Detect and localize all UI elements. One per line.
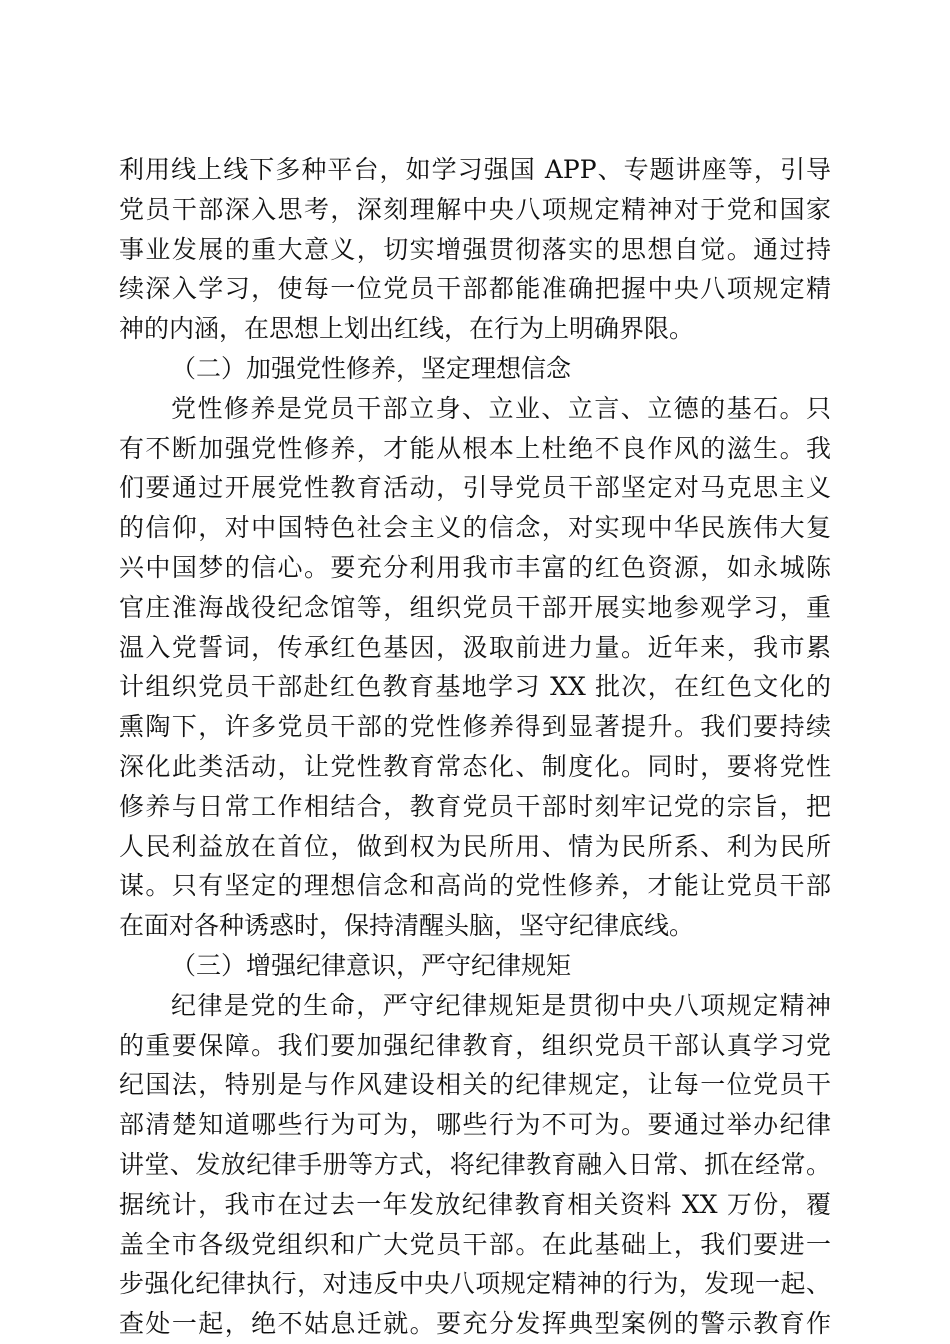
paragraph-line: 利用线上线下多种平台，如学习强国 APP、专题讲座等，引导 bbox=[119, 155, 831, 184]
paragraph-line: 盖全市各级党组织和广大党员干部。在此基础上，我们要进一 bbox=[119, 1229, 831, 1259]
paragraph-line: 步强化纪律执行，对违反中央八项规定精神的行为，发现一起、 bbox=[119, 1269, 831, 1299]
paragraph-line: 的重要保障。我们要加强纪律教育，组织党员干部认真学习党 bbox=[119, 1030, 831, 1060]
section-heading-2: （二）加强党性修养，坚定理想信念 bbox=[171, 353, 572, 383]
paragraph-line: 官庄淮海战役纪念馆等，组织党员干部开展实地参观学习，重 bbox=[119, 592, 831, 622]
paragraph-line: 查处一起，绝不姑息迁就。要充分发挥典型案例的警示教育作 bbox=[119, 1309, 831, 1339]
paragraph-line: 讲堂、发放纪律手册等方式，将纪律教育融入日常、抓在经常。 bbox=[119, 1149, 831, 1179]
section-heading-3: （三）增强纪律意识，严守纪律规矩 bbox=[171, 950, 572, 980]
paragraph-line: 们要通过开展党性教育活动，引导党员干部坚定对马克思主义 bbox=[119, 473, 831, 503]
paragraph-line: 深化此类活动，让党性教育常态化、制度化。同时，要将党性 bbox=[119, 751, 831, 781]
paragraph-line: 续深入学习，使每一位党员干部都能准确把握中央八项规定精 bbox=[119, 274, 831, 304]
paragraph-line: 党性修养是党员干部立身、立业、立言、立德的基石。只 bbox=[171, 393, 831, 423]
paragraph-line: 神的内涵，在思想上划出红线，在行为上明确界限。 bbox=[119, 314, 695, 344]
paragraph-line: 纪律是党的生命，严守纪律规矩是贯彻中央八项规定精神 bbox=[171, 990, 831, 1020]
paragraph-line: 党员干部深入思考，深刻理解中央八项规定精神对于党和国家 bbox=[119, 194, 831, 224]
paragraph-line: 温入党誓词，传承红色基因，汲取前进力量。近年来，我市累 bbox=[119, 632, 831, 662]
paragraph-line: 在面对各种诱惑时，保持清醒头脑，坚守纪律底线。 bbox=[119, 911, 695, 941]
document-body bbox=[119, 150, 831, 1344]
paragraph-line: 修养与日常工作相结合，教育党员干部时刻牢记党的宗旨，把 bbox=[119, 791, 831, 821]
paragraph-line: 人民利益放在首位，做到权为民所用、情为民所系、利为民所 bbox=[119, 831, 831, 861]
paragraph-line: 纪国法，特别是与作风建设相关的纪律规定，让每一位党员干 bbox=[119, 1070, 831, 1100]
paragraph-line: 的信仰，对中国特色社会主义的信念，对实现中华民族伟大复 bbox=[119, 513, 831, 543]
paragraph-line: 计组织党员干部赴红色教育基地学习 XX 批次，在红色文化的 bbox=[119, 672, 831, 702]
paragraph-line: 有不断加强党性修养，才能从根本上杜绝不良作风的滋生。我 bbox=[119, 433, 831, 463]
paragraph-line: 部清楚知道哪些行为可为，哪些行为不可为。要通过举办纪律 bbox=[119, 1110, 831, 1140]
paragraph-line: 事业发展的重大意义，切实增强贯彻落实的思想自觉。通过持 bbox=[119, 234, 831, 264]
paragraph-line: 据统计，我市在过去一年发放纪律教育相关资料 XX 万份，覆 bbox=[119, 1189, 831, 1219]
paragraph-line: 熏陶下，许多党员干部的党性修养得到显著提升。我们要持续 bbox=[119, 712, 831, 742]
paragraph-line: 兴中国梦的信心。要充分利用我市丰富的红色资源，如永城陈 bbox=[119, 552, 831, 582]
paragraph-line: 谋。只有坚定的理想信念和高尚的党性修养，才能让党员干部 bbox=[119, 871, 831, 901]
